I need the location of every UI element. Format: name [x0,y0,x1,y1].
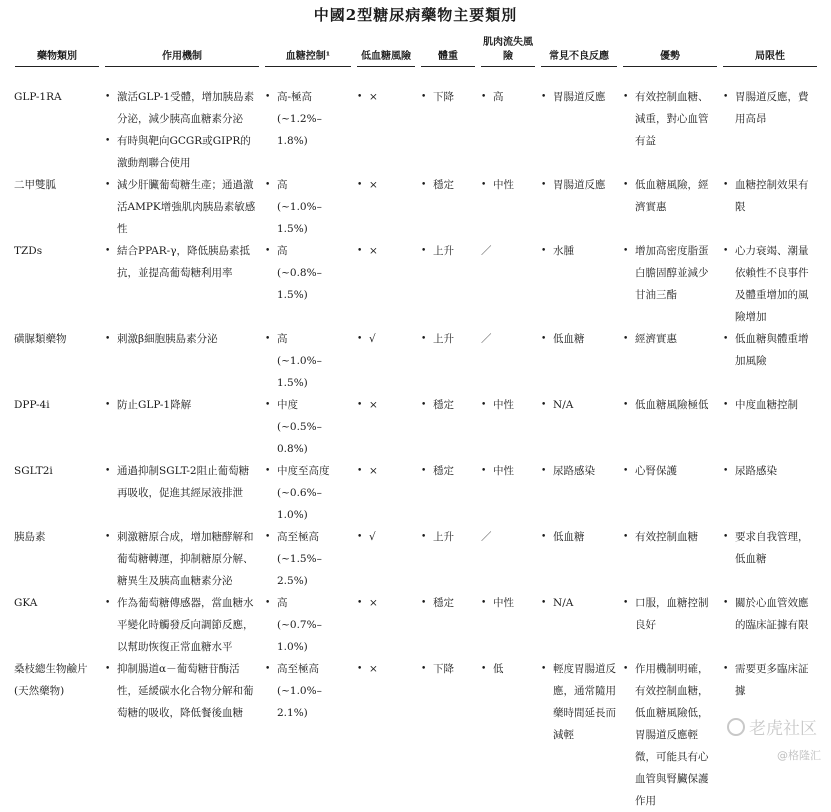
bullet-dot: • [541,532,547,542]
bullet-dot: • [265,92,271,102]
control-range: (~1.0%–1.5%) [277,201,322,235]
limit-cell [720,460,820,526]
drug-name [12,460,102,526]
limit-text: 中度血糖控制 [735,399,798,411]
table-row [12,240,820,328]
bullet-dot: • [623,532,629,542]
bullet-dot: • [623,466,629,476]
header-hypo: 低血糖風險 [354,36,418,70]
weight-text: 穩定 [433,179,454,191]
mechanism-cell [102,328,262,394]
bullet-dot: • [421,334,427,344]
drug-table [12,36,820,812]
bullet-dot: • [723,466,729,476]
mechanism-cell [102,240,262,328]
bullet-dot: • [265,246,271,256]
bullet-dot: • [723,246,729,256]
hypo-cell [354,174,418,240]
weight-cell [418,70,478,174]
adverse-text: 水腫 [553,245,574,257]
drug-name-line: 胰島素 [14,531,46,543]
advantage-cell [620,526,720,592]
limit-cell [720,240,820,328]
drug-name [12,658,102,812]
advantage-cell [620,174,720,240]
control-level: 高 [277,179,288,191]
bullet-dot: • [481,180,487,190]
hypo-text: × [369,91,378,103]
control-range: (~0.7%–1.0%) [277,619,322,653]
muscle-cell [478,658,538,812]
muscle-text: 中性 [493,179,514,191]
bullet-dot: • [105,92,111,102]
muscle-text: 中性 [493,399,514,411]
control-level: 高-極高 [277,91,313,103]
advantage-text: 低血糖風險，經濟實惠 [635,179,709,213]
weight-cell [418,658,478,812]
control-cell [262,174,354,240]
adverse-text: N/A [553,399,574,411]
bullet-dot: • [481,598,487,608]
mechanism-text: 防止GLP-1降解 [117,399,192,411]
drug-name [12,174,102,240]
control-range: (~1.0%–2.1%) [277,685,322,719]
table-row [12,328,820,394]
adverse-text: 胃腸道反應 [553,179,606,191]
control-cell [262,240,354,328]
limit-cell [720,394,820,460]
hypo-text: × [369,179,378,191]
bullet-dot: • [357,664,363,674]
hypo-text: √ [369,531,376,543]
bullet-dot: • [541,180,547,190]
control-level: 高 [277,597,288,609]
muscle-cell [478,70,538,174]
mechanism-cell [102,394,262,460]
bullet-dot: • [105,180,111,190]
adverse-cell [538,526,620,592]
advantage-cell [620,460,720,526]
control-level: 中度至高度 [277,465,330,477]
hypo-text: √ [369,333,376,345]
bullet-dot: • [623,334,629,344]
mechanism-text: 激活GLP-1受體，增加胰島素分泌，減少胰高血糖素分泌 [117,91,255,125]
bullet-dot: • [541,92,547,102]
control-range: (~1.5%–2.5%) [277,553,322,587]
table-row [12,174,820,240]
bullet-dot: • [541,466,547,476]
drug-name [12,394,102,460]
muscle-text: ／ [481,245,492,257]
control-range: (~0.5%–0.8%) [277,421,322,455]
bullet-dot: • [265,664,271,674]
header-mechanism: 作用機制 [102,36,262,70]
control-level: 高至極高 [277,663,319,675]
bullet-dot: • [481,664,487,674]
hypo-text: × [369,399,378,411]
bullet-dot: • [481,466,487,476]
bullet-dot: • [421,92,427,102]
drug-name-line: GKA [14,597,38,609]
drug-name [12,328,102,394]
limit-cell [720,526,820,592]
advantage-cell [620,658,720,812]
control-cell [262,394,354,460]
adverse-text: 低血糖 [553,333,585,345]
table-title: 中國2型糖尿病藥物主要類別 [313,6,518,24]
watermark-sub: @格隆汇 [777,749,821,762]
bullet-dot: • [357,400,363,410]
limit-text: 血糖控制效果有限 [735,179,809,213]
advantage-cell [620,240,720,328]
limit-cell [720,328,820,394]
advantage-cell [620,70,720,174]
table-body [12,70,820,812]
mechanism-text: 作為葡萄糖傳感器，當血糖水平變化時觸發反向調節反應，以幫助恢復正常血糖水平 [117,597,254,653]
bullet-dot: • [105,246,111,256]
bullet-dot: • [105,136,111,146]
drug-name [12,240,102,328]
bullet-dot: • [481,92,487,102]
mechanism-cell [102,70,262,174]
bullet-dot: • [723,532,729,542]
limit-text: 要求自我管理，低血糖 [735,531,809,565]
hypo-text: × [369,663,378,675]
mechanism-text: 刺激糖原合成，增加糖酵解和葡萄糖轉運，抑制糖原分解、糖異生及胰高血糖素分泌 [117,531,254,587]
muscle-text: ／ [481,333,492,345]
control-range: (~0.8%–1.5%) [277,267,322,301]
drug-name [12,592,102,658]
limit-text: 胃腸道反應，費用高昂 [735,91,809,125]
header-row [12,36,820,70]
hypo-cell [354,240,418,328]
advantage-text: 增加高密度脂蛋白膽固醇並減少甘油三酯 [635,245,709,301]
weight-text: 上升 [433,531,454,543]
table-row [12,526,820,592]
limit-text: 關於心血管效應的臨床証據有限 [735,597,809,631]
table-row [12,70,820,174]
mechanism-cell [102,174,262,240]
header-advantage: 優勢 [620,36,720,70]
bullet-dot: • [357,466,363,476]
mechanism-cell [102,526,262,592]
adverse-cell [538,460,620,526]
bullet-dot: • [623,92,629,102]
hypo-cell [354,526,418,592]
bullet-dot: • [265,180,271,190]
adverse-cell [538,592,620,658]
weight-text: 下降 [433,663,454,675]
bullet-dot: • [723,334,729,344]
advantage-text: 有效控制血糖、減重，對心血管有益 [635,91,709,147]
table-row [12,394,820,460]
hypo-cell [354,328,418,394]
advantage-text: 口服，血糖控制良好 [635,597,709,631]
control-level: 高 [277,245,288,257]
control-level: 高至極高 [277,531,319,543]
adverse-cell [538,658,620,812]
weight-cell [418,460,478,526]
mechanism-cell [102,658,262,812]
bullet-dot: • [421,664,427,674]
weight-text: 上升 [433,333,454,345]
drug-name-line: 桑枝總生物鹼片 [14,663,88,675]
bullet-dot: • [265,466,271,476]
bullet-dot: • [105,334,111,344]
bullet-dot: • [265,400,271,410]
bullet-dot: • [105,466,111,476]
bullet-dot: • [541,246,547,256]
bullet-dot: • [723,598,729,608]
bullet-dot: • [723,180,729,190]
brand-logo-icon [727,718,745,736]
weight-text: 上升 [433,245,454,257]
table-row [12,592,820,658]
hypo-cell [354,70,418,174]
drug-name-line: SGLT2i [14,465,53,477]
muscle-text: 中性 [493,465,514,477]
watermark-brand: 老虎社区 [749,719,817,739]
bullet-dot: • [623,598,629,608]
adverse-text: N/A [553,597,574,609]
muscle-text: 高 [493,91,504,103]
drug-name [12,526,102,592]
mechanism-text: 有時與靶向GCGR或GIPR的激動劑聯合使用 [117,135,251,169]
header-muscle: 肌肉流失風險 [478,36,538,70]
bullet-dot: • [357,180,363,190]
adverse-cell [538,328,620,394]
weight-text: 穩定 [433,465,454,477]
adverse-text: 輕度胃腸道反應，通常隨用藥時間延長而減輕 [553,663,616,741]
bullet-dot: • [723,400,729,410]
bullet-dot: • [105,400,111,410]
muscle-cell [478,460,538,526]
weight-cell [418,526,478,592]
control-cell [262,70,354,174]
advantage-cell [620,592,720,658]
muscle-text: 中性 [493,597,514,609]
mechanism-cell [102,460,262,526]
watermark [727,714,817,739]
adverse-cell [538,174,620,240]
limit-cell [720,70,820,174]
bullet-dot: • [357,334,363,344]
mechanism-text: 通過抑制SGLT-2阻止葡萄糖再吸收，促進其經尿液排泄 [117,465,250,499]
advantage-text: 有效控制血糖 [635,531,698,543]
drug-name-line: (天然藥物) [14,685,65,697]
bullet-dot: • [265,598,271,608]
drug-name-line: 磺脲類藥物 [14,333,67,345]
hypo-cell [354,394,418,460]
bullet-dot: • [421,466,427,476]
bullet-dot: • [723,92,729,102]
limit-cell [720,174,820,240]
adverse-text: 低血糖 [553,531,585,543]
bullet-dot: • [723,664,729,674]
drug-name-line: GLP-1RA [14,91,62,103]
hypo-cell [354,658,418,812]
adverse-cell [538,394,620,460]
table-row [12,460,820,526]
advantage-text: 心腎保護 [635,465,677,477]
advantage-cell [620,328,720,394]
header-adverse: 常見不良反應 [538,36,620,70]
control-cell [262,328,354,394]
bullet-dot: • [357,92,363,102]
bullet-dot: • [541,334,547,344]
mechanism-cell [102,592,262,658]
limit-text: 需要更多臨床証據 [735,663,809,697]
bullet-dot: • [265,532,271,542]
limit-text: 心力衰竭、潮量依賴性不良事件及體重增加的風險增加 [735,245,809,323]
adverse-cell [538,240,620,328]
limit-text: 尿路感染 [735,465,777,477]
muscle-cell [478,592,538,658]
bullet-dot: • [357,598,363,608]
adverse-text: 胃腸道反應 [553,91,606,103]
hypo-cell [354,460,418,526]
bullet-dot: • [623,664,629,674]
adverse-cell [538,70,620,174]
mechanism-text: 結合PPAR-γ，降低胰島素抵抗，並提高葡萄糖利用率 [117,245,250,279]
muscle-cell [478,394,538,460]
bullet-dot: • [421,246,427,256]
hypo-text: × [369,465,378,477]
weight-cell [418,328,478,394]
bullet-dot: • [105,664,111,674]
control-cell [262,658,354,812]
header-limit: 局限性 [720,36,820,70]
bullet-dot: • [357,246,363,256]
limit-text: 低血糖與體重增加風險 [735,333,809,367]
weight-text: 下降 [433,91,454,103]
adverse-text: 尿路感染 [553,465,595,477]
mechanism-text: 抑制腸道α－葡萄糖苷酶活性，延緩碳水化合物分解和葡萄糖的吸收，降低餐後血糖 [117,663,254,719]
hypo-cell [354,592,418,658]
advantage-text: 作用機制明確，有效控制血糖，低血糖風險低，胃腸道反應輕微，可能具有心血管與腎臟保護作用 [635,663,709,807]
mechanism-text: 刺激β細胞胰島素分泌 [117,333,218,345]
weight-text: 穩定 [433,399,454,411]
weight-cell [418,240,478,328]
bullet-dot: • [541,664,547,674]
bullet-dot: • [421,180,427,190]
bullet-dot: • [541,400,547,410]
bullet-dot: • [421,532,427,542]
table-row [12,658,820,812]
muscle-text: ／ [481,531,492,543]
hypo-text: × [369,245,378,257]
control-cell [262,460,354,526]
bullet-dot: • [105,598,111,608]
bullet-dot: • [623,400,629,410]
weight-cell [418,174,478,240]
control-level: 高 [277,333,288,345]
control-level: 中度 [277,399,298,411]
bullet-dot: • [265,334,271,344]
advantage-text: 低血糖風險極低 [635,399,709,411]
bullet-dot: • [623,180,629,190]
drug-name [12,70,102,174]
header-name: 藥物類別 [12,36,102,70]
weight-cell [418,592,478,658]
weight-cell [418,394,478,460]
bullet-dot: • [623,246,629,256]
drug-name-line: TZDs [14,245,43,257]
mechanism-text: 減少肝臟葡萄糖生產；通過激活AMPK增強肌肉胰島素敏感性 [117,179,256,235]
drug-name-line: DPP-4i [14,399,50,411]
bullet-dot: • [421,400,427,410]
header-control: 血糖控制¹ [262,36,354,70]
bullet-dot: • [541,598,547,608]
advantage-cell [620,394,720,460]
muscle-cell [478,240,538,328]
drug-name-line: 二甲雙胍 [14,179,56,191]
control-range: (~0.6%–1.0%) [277,487,322,521]
bullet-dot: • [357,532,363,542]
bullet-dot: • [105,532,111,542]
muscle-cell [478,526,538,592]
bullet-dot: • [481,400,487,410]
control-range: (~1.0%–1.5%) [277,355,322,389]
control-cell [262,526,354,592]
advantage-text: 經濟實惠 [635,333,677,345]
bullet-dot: • [421,598,427,608]
control-cell [262,592,354,658]
weight-text: 穩定 [433,597,454,609]
hypo-text: × [369,597,378,609]
muscle-cell [478,328,538,394]
header-weight: 體重 [418,36,478,70]
muscle-text: 低 [493,663,504,675]
limit-cell [720,592,820,658]
muscle-cell [478,174,538,240]
control-range: (~1.2%–1.8%) [277,113,322,147]
